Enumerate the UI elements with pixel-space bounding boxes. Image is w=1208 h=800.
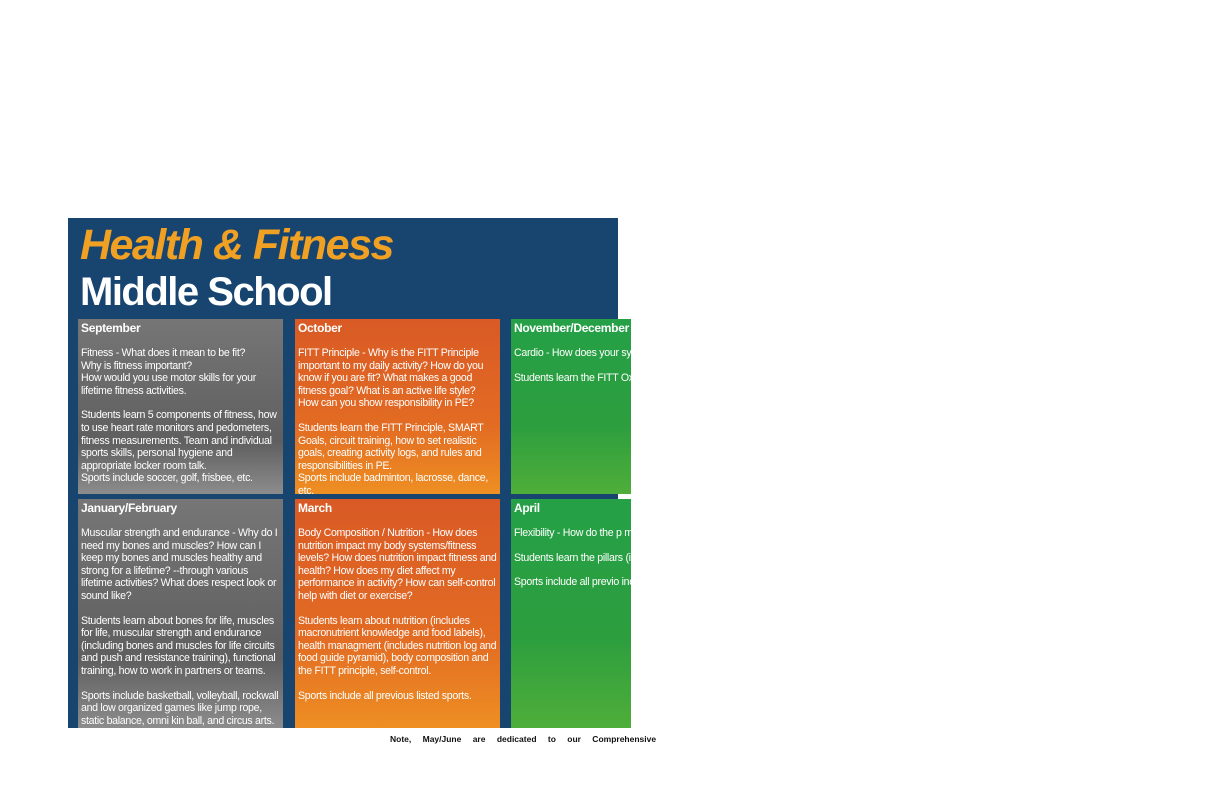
card-april [511, 499, 1208, 728]
card-september [78, 319, 283, 494]
card-heading: March [298, 501, 332, 515]
card-heading: September [81, 321, 141, 335]
footer-note: Note, May/June are dedicated to our Comprehensive [390, 734, 657, 744]
card-learn: Students learn the FITT Principle, SMART Goals, circuit training, how to set realistic goals, creating activity logs, and rules and responsibilities in PE. Sports include badminton, lacrosse, dance, etc. [298, 421, 488, 497]
card-heading: October [298, 321, 342, 335]
card-sports: Sports include basketball, volleyball, rockwall and low organized games like jump rope, static balance, omni kin ball, and circus arts. [81, 689, 279, 727]
poster [68, 218, 1208, 728]
poster-title: Health & Fitness [80, 221, 393, 269]
card-question: Muscular strength and endurance - Why do I need my bones and muscles? How can I keep my bones and muscles healthy and strong for a lifetime? --through various lifetime activities? What does respect look or sound like? [81, 527, 278, 602]
card-march [295, 499, 500, 728]
card-question: Body Composition / Nutrition - How does nutrition impact my body systems/fitness levels? How does nutrition impact fitness and health? How does my diet affect my performance in activity? How can self-control help with diet or exercise? [298, 527, 497, 602]
card-sports: Sports include all previo including yoga and plate [514, 576, 729, 589]
card-question: Cardio - How does your system relate to quality o impact of intensity on yo do you maintain an activ How can you effectively [514, 347, 1057, 359]
card-heading: April [514, 501, 540, 515]
card-heading: November/December [514, 321, 629, 335]
card-learn: Students learn the pillars (including miming and d core and whole class fun about integrity and hone [514, 551, 952, 564]
card-question: Fitness - What does it mean to be fit? Why is fitness important? How would you use motor skills for your lifetime fitness activities. [81, 347, 256, 397]
card-learn: Students learn 5 components of fitness, how to use heart rate monitors and pedometers, fitness measurements. Team and individual sports skills, personal hygiene and appropriate locker room talk. Sports include soccer, golf, frisbee, etc. [81, 409, 277, 485]
card-heading: January/February [81, 501, 177, 515]
card-learn: Students learn about nutrition (includes macronutrient knowledge and food labels), health managment (includes nutrition log and food guide pyramid), body composition and the FITT principle, self-control. [298, 614, 497, 677]
card-question: FITT Principle - Why is the FITT Principle important to my daily activity? How do you know if you are fit? What makes a good fitness goal? What is an active life style? How can you show responsibility in PE? [298, 347, 484, 410]
card-question: Flexibility - How do the p movement affect me in r is flexibility important to to exercise using the pill movement? How does f performance in activity? important? [514, 527, 1208, 539]
card-january-february [78, 499, 283, 728]
card-november-december [511, 319, 1057, 494]
card-october [295, 319, 500, 497]
card-learn: Students learn the FITT Oxygen delivery system circuits with emphasis o training, aerobics, monit Sports include hockey, v [514, 371, 1052, 384]
card-learn: Students learn about bones for life, muscles for life, muscular strength and endurance (including bones and muscles for life circuits and push and resistance training), functional training, how to work in partners or teams. [81, 614, 276, 677]
card-sports: Sports include all previous listed sports. [298, 689, 472, 702]
poster-subtitle: Middle School [80, 270, 332, 314]
